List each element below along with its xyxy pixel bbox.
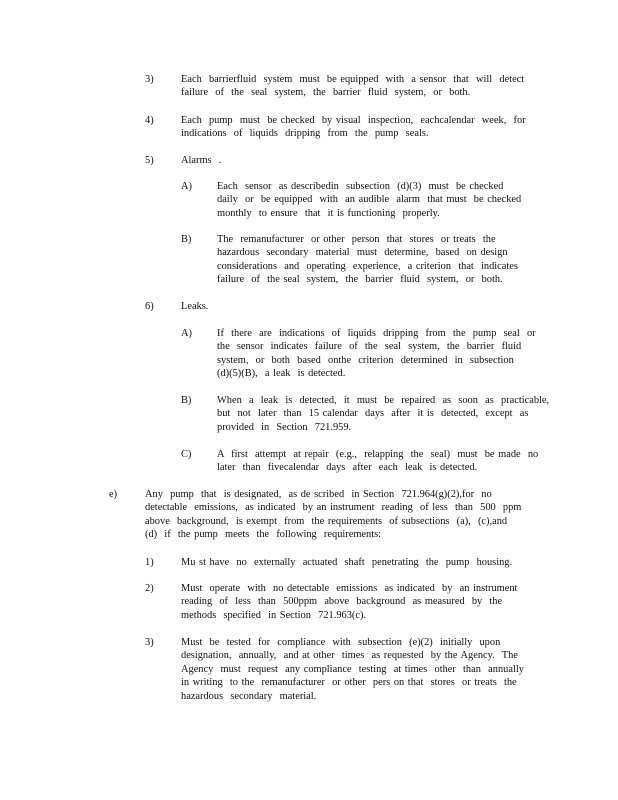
item-label: 5)	[145, 155, 154, 166]
item-text: The remanufacturer or other person that stores or treats the hazardous secondary material must determine, based on design considerations and operating experience, a criterion that indicates failure of the seal system, the barrier fluid system, or both.	[217, 234, 518, 286]
item-text: Leaks.	[181, 301, 209, 312]
item-label: B)	[181, 234, 192, 245]
item-text: Each barrierfluid system must be equipped with a sensor that will detect failure of the seal system, the barrier fluid system, or both.	[181, 74, 525, 99]
item-text: A first attempt at repair (e.g., relapping the seal) must be made no later than fivecalendar days after each leak is detected.	[217, 449, 539, 474]
item-label: B)	[181, 395, 192, 406]
item-label: A)	[181, 181, 192, 192]
item-label: e)	[109, 489, 118, 500]
item-text: When a leak is detected, it must be repaired as soon as practicable, but not later than 15 calendar days after it is detected, except as provided in Section 721.959.	[217, 395, 550, 433]
item-label: A)	[181, 328, 192, 339]
item-text: If there are indications of liquids dripping from the pump seal or the sensor indicates failure of the seal system, the barrier fluid system, or both based onthe criterion determined in subsection (d)(5)(B), a leak is detected.	[217, 328, 536, 380]
item-label: 3)	[145, 637, 154, 648]
item-text: Each sensor as describedin subsection (d)(3) must be checked daily or be equipped with an audible alarm that must be checked monthly to ensure that it is functioning properly.	[217, 181, 522, 219]
item-label: 3)	[145, 74, 154, 85]
item-label: 1)	[145, 557, 154, 568]
item-text: Must be tested for compliance with subsection (e)(2) initially upon designation, annually, and at other times as requested by the Agency. The Agency must request any compliance testing at times other than annually in writing to the remanufacturer or other pers on that stores or treats the hazardous secondary material.	[181, 637, 524, 702]
item-text: Must operate with no detectable emissions as indicated by an instrument reading of less than 500ppm above background as measured by the methods specified in Section 721.963(c).	[181, 583, 518, 621]
item-label: 4)	[145, 115, 154, 126]
item-text: Mu st have no externally actuated shaft penetrating the pump housing.	[181, 557, 513, 568]
item-label: 6)	[145, 301, 154, 312]
item-label: 2)	[145, 583, 154, 594]
item-text: Any pump that is designated, as de scribed in Section 721.964(g)(2),for no detectable emissions, as indicated by an instrument reading of less than 500 ppm above background, is exempt from the requirements of subsections (a), (c),and (d) if the pump meets the following requirements:	[145, 489, 522, 541]
item-text: Alarms .	[181, 155, 222, 166]
item-text: Each pump must be checked by visual inspection, eachcalendar week, for indications of liquids dripping from the pump seals.	[181, 115, 526, 140]
item-label: C)	[181, 449, 192, 460]
